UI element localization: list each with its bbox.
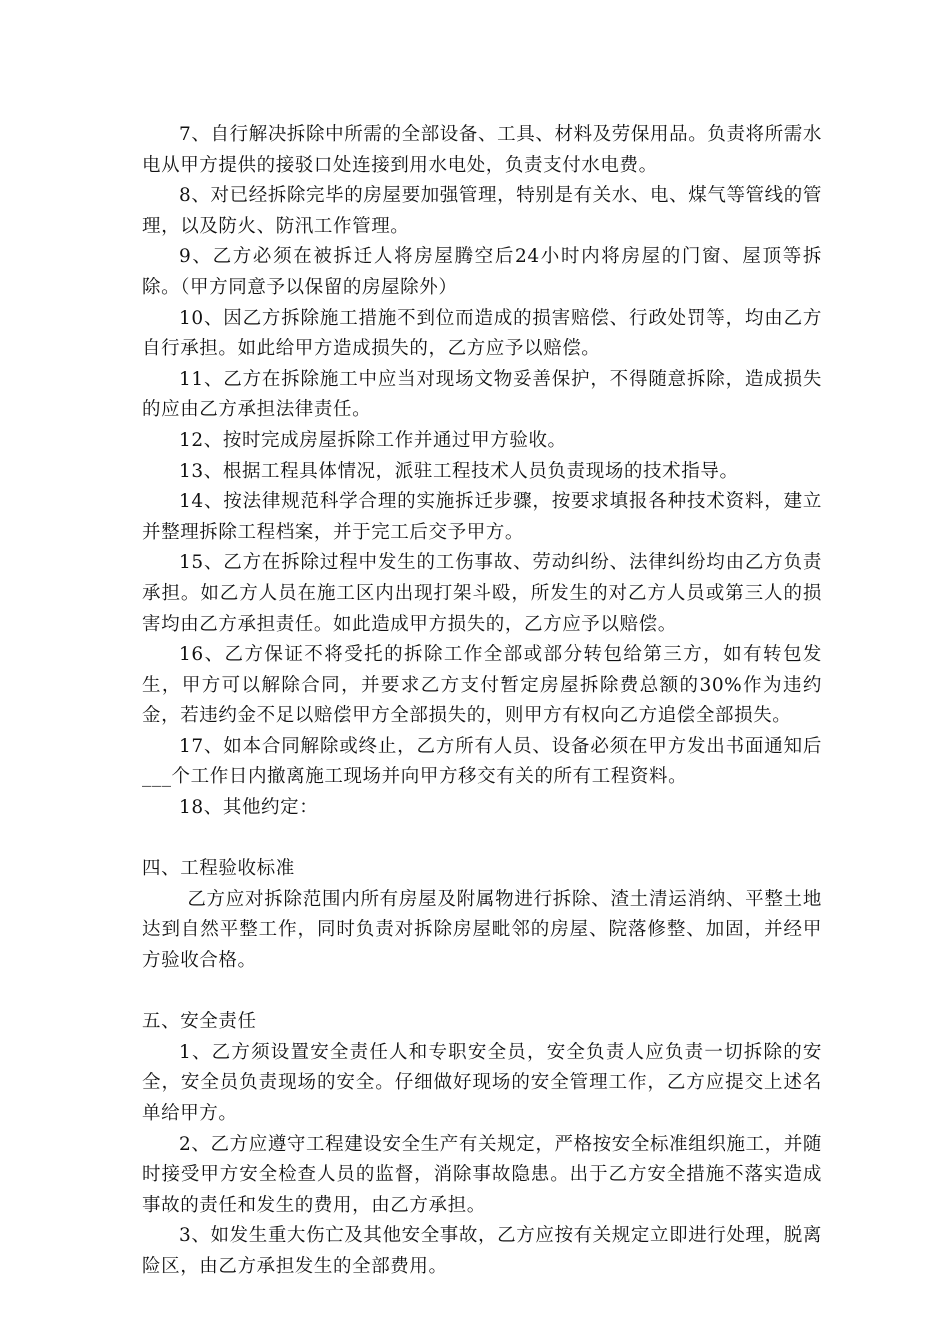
section-4-body: 乙方应对拆除范围内所有房屋及附属物进行拆除、渣土清运消纳、平整土地达到自然平整工作，同时负责对拆除房屋毗邻的房屋、院落修整、加固，并经甲方验收合格。 (142, 888, 822, 972)
clause-9: 9、乙方必须在被拆迁人将房屋腾空后24小时内将房屋的门窗、屋顶等拆除。（甲方同意予以保留的房屋除外） (142, 246, 822, 298)
section-spacer (142, 824, 822, 855)
safety-clause-2: 2、乙方应遵守工程建设安全生产有关规定，严格按安全标准组织施工，并随时接受甲方安全检查人员的监督，消除事故隐患。出于乙方安全措施不落实造成事故的责任和发生的费用，由乙方承担。 (142, 1133, 822, 1216)
section-5-heading: 五、安全责任 (142, 1011, 257, 1033)
section-4-heading: 四、工程验收标准 (142, 858, 295, 880)
clause-11: 11、乙方在拆除施工中应当对现场文物妥善保护，不得随意拆除，造成损失的应由乙方承担法律责任。 (142, 368, 822, 421)
clause-10: 10、因乙方拆除施工措施不到位而造成的损害赔偿、行政处罚等，均由乙方自行承担。如此给甲方造成损失的，乙方应予以赔偿。 (142, 307, 822, 360)
clause-7: 7、自行解决拆除中所需的全部设备、工具、材料及劳保用品。负责将所需水电从甲方提供的接驳口处连接到用水电处，负责支付水电费。 (142, 124, 822, 176)
clause-8: 8、对已经拆除完毕的房屋要加强管理，特别是有关水、电、煤气等管线的管理，以及防火、防汛工作管理。 (142, 185, 822, 237)
clause-15: 15、乙方在拆除过程中发生的工伤事故、劳动纠纷、法律纠纷均由乙方负责承担。如乙方人员在施工区内出现打架斗殴，所发生的对乙方人员或第三人的损害均由乙方承担责任。如此造成甲方损失的，乙方应予以赔偿。 (142, 552, 822, 635)
clause-14: 14、按法律规范科学合理的实施拆迁步骤，按要求填报各种技术资料，建立并整理拆除工程档案，并于完工后交予甲方。 (142, 491, 822, 543)
clause-13: 13、根据工程具体情况，派驻工程技术人员负责现场的技术指导。 (179, 460, 739, 482)
section-spacer (142, 977, 822, 1008)
clause-17: 17、如本合同解除或终止，乙方所有人员、设备必须在甲方发出书面通知后___个工作日内撤离施工现场并向甲方移交有关的所有工程资料。 (142, 735, 822, 788)
clause-18: 18、其他约定： (179, 797, 319, 819)
safety-clause-3: 3、如发生重大伤亡及其他安全事故，乙方应按有关规定立即进行处理，脱离险区，由乙方承担发生的全部费用。 (142, 1225, 822, 1277)
safety-clause-1: 1、乙方须设置安全责任人和专职安全员，安全负责人应负责一切拆除的安全，安全员负责现场的安全。仔细做好现场的安全管理工作，乙方应提交上述名单给甲方。 (142, 1041, 822, 1124)
clause-12: 12、按时完成房屋拆除工作并通过甲方验收。 (179, 429, 567, 451)
clause-16: 16、乙方保证不将受托的拆除工作全部或部分转包给第三方，如有转包发生，甲方可以解除合同，并要求乙方支付暂定房屋拆除费总额的30%作为违约金，若违约金不足以赔偿甲方全部损失的，则甲方有权向乙方追偿全部损失。 (142, 644, 822, 727)
document-body (142, 120, 822, 1283)
